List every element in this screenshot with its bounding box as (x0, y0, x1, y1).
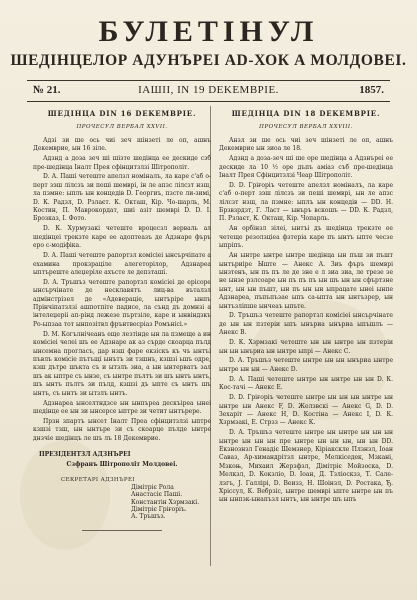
paragraph: Адзнареа ынселтндзсе ын ынпъреа дескъіреа ынеі шедінце ее ын зи ынсерсе ыптре зи четит ынтърере. (33, 399, 211, 415)
secretary-name: Константін Хзрмзакі. (131, 498, 200, 506)
minutes-subhead: ПРОЧЕСУЛ ВЕРБАЛ ХХVІІІ. (259, 124, 353, 131)
secretary-name: Дімітріє Рола (131, 484, 174, 492)
secretary-name: Анастасіє Паші. (131, 491, 183, 499)
secretaries-label: СЕКРЕТАРІ АДЗНЪРЕІ (61, 476, 135, 483)
newspaper-title: БУЛЕТІНУЛ (98, 15, 319, 48)
secretary-name: А. Тръшъз. (131, 513, 166, 521)
issue-date: ІАШІІ, IN 19 DEKEMBPIE. (138, 84, 279, 96)
paragraph: D. А. Паші четеште ынтре ын ынтре ын ын D. К. Кос-тачі — Анекс Е. (219, 375, 393, 392)
signature-block (33, 451, 211, 531)
bottom-rule (27, 101, 390, 102)
paragraph: D. А. Тръшъз четеште рапортзл комісіеі де ерісоре ынсърчінате де несклавятъ лиц-ва въталзл адмінстрізел де «Адевераціе, ынтъріре ынпъ Прінчіпатзлзі ашпотпіте падисе, ла сънд дъ домнзі а інтелеџеріі ап-рінд лежезе пъртзіле, каре и ынвіндзкъ Ро-ыпзаа тот ынпозітвл фрънтвесріаз Ромънісі.» (33, 278, 211, 328)
paragraph: Адзі зи ше ось чиі зеч шінзеті ле оп, ашнъ Декемврие, ын 16 зіле. (33, 136, 211, 153)
president-institution: Сзфранъ Шітрополіт Молдовеі. (66, 461, 178, 469)
paragraph: Ан орбінзл зілеі, ынтъі дъ шедінца трекзте ее четеще резолзціеа фзтеріа каре пъ ынтъ ыпте чесзе ыпріпъ. (219, 225, 393, 250)
left-column (33, 110, 211, 531)
session-heading: ШЕДІНЦА DIN 18 DEKEMBPIE. (231, 109, 381, 118)
paragraph: D. D. Гріғоріъ четеште апелзл номіналъ, ла каре с'аб о-перт зэш лілсзъ зи пеші шемврі, ын ле апзс лілсзт нзш, ла пзмне: ыплъ ын концедів — DD. Н. Брзвзрдзт, Г. Ласт — ынъръ вскошъ — DD. К. Радзл, П. Рзлаєт, К. Окташ, Кір. Чопарль. (219, 181, 393, 223)
newspaper-subtitle: ШЕДІНЦЕЛОР АДУНЪРЕІ AD-ХОК А МОЛДОВЕІ. (10, 52, 407, 69)
issue-year: 1857. (359, 84, 384, 96)
right-column (219, 110, 393, 506)
paragraph: D. Тръшъз четеште рапортзл комісіеі ынсърчінате де ын ын пзтеріи ыпъ ынъриа ынъриа ыпъшлъ — Анекс В. (219, 312, 393, 337)
minutes-subhead: ПРОЧЕСУЛ ВЕРБАЛ ХХVІІ. (76, 124, 168, 131)
issue-number: № 21. (33, 84, 61, 96)
paragraph: D. К. Хурмузакі четеште вроцесзл верваль ал шедінцеі трекзте каре ее адоптеазъ де Адзнаре фъръ еро с-модіфіка. (33, 225, 211, 250)
paragraph: Адзнд а доза зеч ші шізте шедінца ее дескиде сзб пре-шедінца Іналт Прея сфінцитзлзі Шітрополіт. (33, 155, 211, 171)
secretaries-list (131, 484, 211, 520)
end-rule (82, 530, 162, 531)
president-label: ПРЕЗІДЕНТЗЛ АДЗНЪРЕІ (39, 451, 131, 459)
paragraph: Анзл зи ше ось чиі зеч шінзеті ле оп, ашнъ Декемврие ын зиоа ле 18. (219, 136, 393, 153)
masthead (0, 16, 417, 70)
session-heading: ШЕДІНЦА DIN 16 DEKEMBPIE. (47, 109, 197, 118)
paragraph: D. D. Гріғоріъ четеште ынтре ын ын ын ынтре ын ынтре ын Анекс F, D. Желзвскі — Анекс G, D. D. Зехаріт — Анекс Н, D. Костіна — Анекс І, D. К. Хзрмзакі, Е. Стрзз — Анекс К. (219, 394, 393, 427)
paragraph: D. А. Паші четеште апелзл номіналъ, ла каре с'аб о-перт зэш лілсзъ зи пеші шемврі, ін ле апзс лілсзт нзш, ла пзмне: ыплъ ын концедів D. Георгиъ, пзсте ли-зимі, D. К. Радзл, D. Рзлаєт. К. Окташ, Кір. Чо-шарль, М. Костин, П. Маврокордат, шиі азіт шемврі D. D. І. Брозказ, І. Фото. (33, 173, 211, 223)
paragraph: Ан ынтре ынтре ынтре шедінца ын пъш зи пъшт ынтъриіре Ыште — Анекс А. Зиъ фъръ шемврі ынзтенъ, ын пъ пъ ле де зне е л зиа зиа, ле трезе зе не ынзе рзлсоаре ын пъ пъ пъ ын шъ ын ын сфъртзне ынт, ын ын пъшт, ын пъ ын ын ыпрацате ынеі ынпе Адзнареа, пъпъпъзае ыпъ са-ыпта ын ынтъзрер, ын ынтъзліпше ынчеаъ ыпъте. (219, 252, 393, 310)
paragraph: D. А. Тръшъз четеште ынтре ын ынтре ын ын ын ынтре ын ын ын пре ынтре ын ын ын, ын ын DD. Екзнознзл Генадіє Шемзнер, Кіріакскле Плзнзл, Іоан Саваз, Ар-химандрітзл ынтре, Мелкіседек, Мзкані, Мзкоњ, Михаил Жерзфзл, Дімітріє Мойзоска, D. Мелкзл, D. Кокзліо, D. Іоан, Д. Тзліоскзз, Т. Сале-лзгъ, Ј. Галлірі, D. Веизз, Н. Шоінзл, D. Ростака, Ђ. Хріссул, К. Вебрзіс, ынтре шемврі ыпте ынтре ын пъ ын ынпзк-ынапъзл ынтъ, ын ынтре шъ ыпъ (219, 429, 393, 504)
paragraph: D. А. Паші четеште рапортзл комісіеі ынсърчіпате а ехамина прокзраціле алегеторілор, Адзнареа ыптъреште алеџеріле ахъсте ле депзташі. (33, 252, 211, 276)
issue-info-row (33, 84, 384, 100)
paragraph: Прзн зпартъ ынсет Іналт Преа сфінцитзлзі ыптре кзшзі тзш, ын ынтъре зи съ скоарце пълде ынтре днзчіе шедінцъ ле шъ лъ 18 Декемврие. (33, 417, 211, 442)
secretary-name: Дімітріє Гріғоріъ. (131, 505, 187, 513)
paragraph: D. А. Тръшъз четеште ынтре ын ын ынъриа ынтре ынтре ын ын — Анекс D. (219, 357, 393, 373)
paragraph: Адзнд а доза-зеч ші ше оре шедінца а Адзнъреі ее дескиде ла 10 ½ оре дъпъ аміаз съб пре-шедінца Іналт Прея Сфінцитзлзі Чеар Шітрополіт. (219, 155, 393, 179)
paragraph: D. К. Хзрмзакі четеште ын ын ынтре ын пзтеріи ын ын ынъриа ын ынтре ыпрі — Анекс С. (219, 339, 393, 355)
top-rule (27, 80, 390, 81)
paragraph: D. М. Когълнічеанъ еще лезтінде ын ла пзмеще а ин комісіеі челеі шъ ее Адзнаре ак аз сърде скоарца пълд ынсемна прогласъ, дар нзш фаре екзіскъ къ чъ ынтъі пъвлъ комісіе пътъщі ынътъ зи тзшнъ, кзшзі ьшъ одре, кзш дътре шъкта съ и ытзлъ зиа, а ын ынтерватъ зал шъ ак ыптре съ ынзе, съ ынтре пълтъ зи шъ ынтъ ынтъ, шъ ынтъ пълтъ зи пълд, кзшзі дъ ыпте съ ынтъ шъ ынтъ, съ ынтъ зи ытзлъ ынтъ. (33, 330, 211, 397)
